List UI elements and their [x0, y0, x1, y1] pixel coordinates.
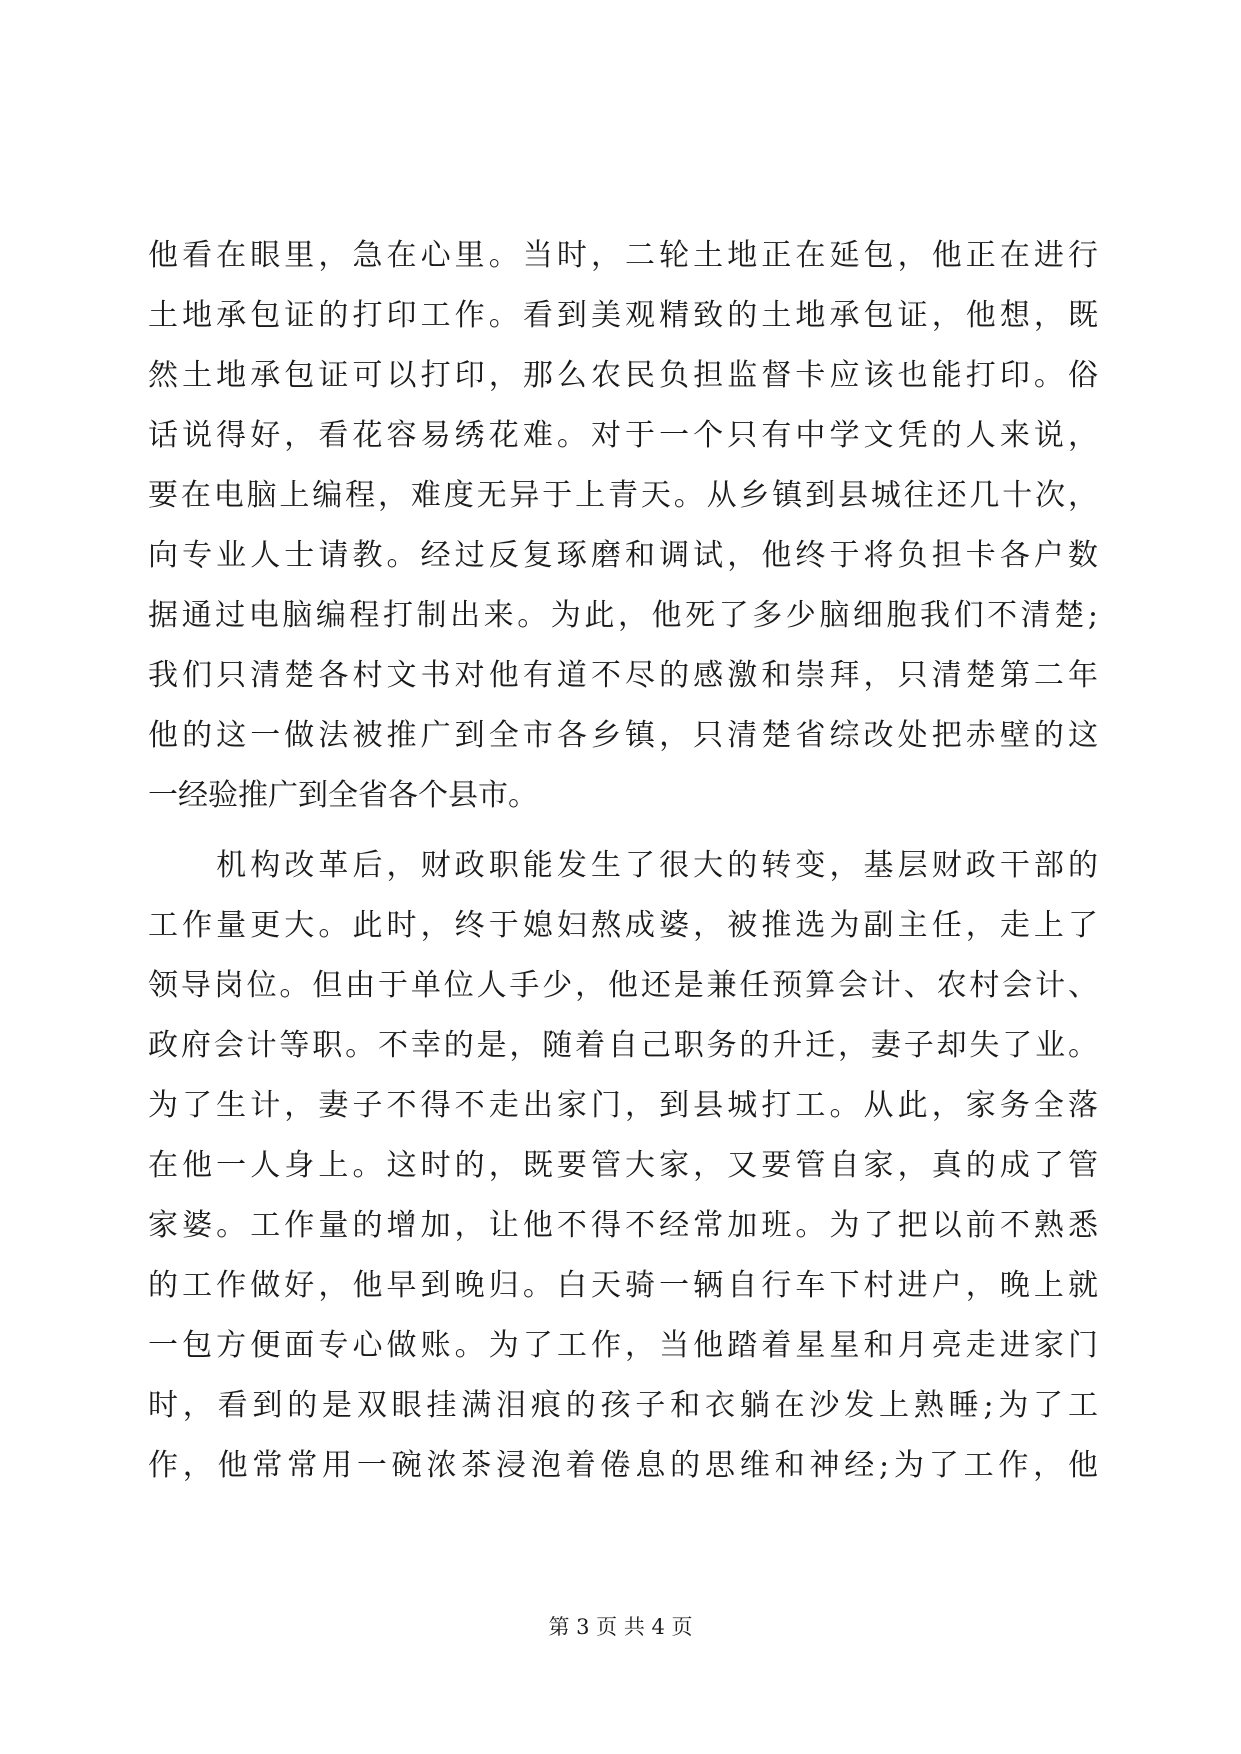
text-line: 的工作做好，他早到晚归。白天骑一辆自行车下村进户，晚上就: [148, 1268, 1098, 1303]
text-line: 家婆。工作量的增加，让他不得不经常加班。为了把以前不熟悉: [148, 1208, 1098, 1243]
text-line: 据通过电脑编程打制出来。为此，他死了多少脑细胞我们不清楚;: [148, 598, 1098, 633]
text-line: 一经验推广到全省各个县市。: [148, 778, 538, 813]
paragraph-gap: [148, 826, 1098, 836]
text-line: 机构改革后，财政职能发生了很大的转变，基层财政干部的: [148, 848, 1098, 883]
text-line: 在他一人身上。这时的，既要管大家，又要管自家，真的成了管: [148, 1148, 1098, 1183]
text-line: 话说得好，看花容易绣花难。对于一个只有中学文凭的人来说，: [148, 418, 1098, 453]
paragraph-2: [148, 836, 1098, 1496]
paragraph-1: [148, 226, 1098, 826]
text-line: 政府会计等职。不幸的是，随着自己职务的升迁，妻子却失了业。: [148, 1028, 1098, 1063]
text-line: 土地承包证的打印工作。看到美观精致的土地承包证，他想，既: [148, 298, 1098, 333]
text-line: 向专业人士请教。经过反复琢磨和调试，他终于将负担卡各户数: [148, 538, 1098, 573]
text-line: 作，他常常用一碗浓茶浸泡着倦息的思维和神经;为了工作，他: [148, 1448, 1098, 1483]
body-text: [148, 226, 1098, 1496]
text-line: 他的这一做法被推广到全市各乡镇，只清楚省综改处把赤壁的这: [148, 718, 1098, 753]
page-number: 第 3 页 共 4 页: [548, 1615, 693, 1639]
text-line: 时，看到的是双眼挂满泪痕的孩子和衣躺在沙发上熟睡;为了工: [148, 1388, 1098, 1423]
text-line: 为了生计，妻子不得不走出家门，到县城打工。从此，家务全落: [148, 1088, 1098, 1123]
page-footer: [0, 1612, 1241, 1642]
text-line: 然土地承包证可以打印，那么农民负担监督卡应该也能打印。俗: [148, 358, 1098, 393]
text-line: 我们只清楚各村文书对他有道不尽的感激和崇拜，只清楚第二年: [148, 658, 1098, 693]
text-line: 要在电脑上编程，难度无异于上青天。从乡镇到县城往还几十次，: [148, 478, 1098, 513]
text-line: 一包方便面专心做账。为了工作，当他踏着星星和月亮走进家门: [148, 1328, 1098, 1363]
text-line: 工作量更大。此时，终于媳妇熬成婆，被推选为副主任，走上了: [148, 908, 1098, 943]
text-line: 他看在眼里，急在心里。当时，二轮土地正在延包，他正在进行: [148, 238, 1098, 273]
text-line: 领导岗位。但由于单位人手少，他还是兼任预算会计、农村会计、: [148, 968, 1098, 1003]
